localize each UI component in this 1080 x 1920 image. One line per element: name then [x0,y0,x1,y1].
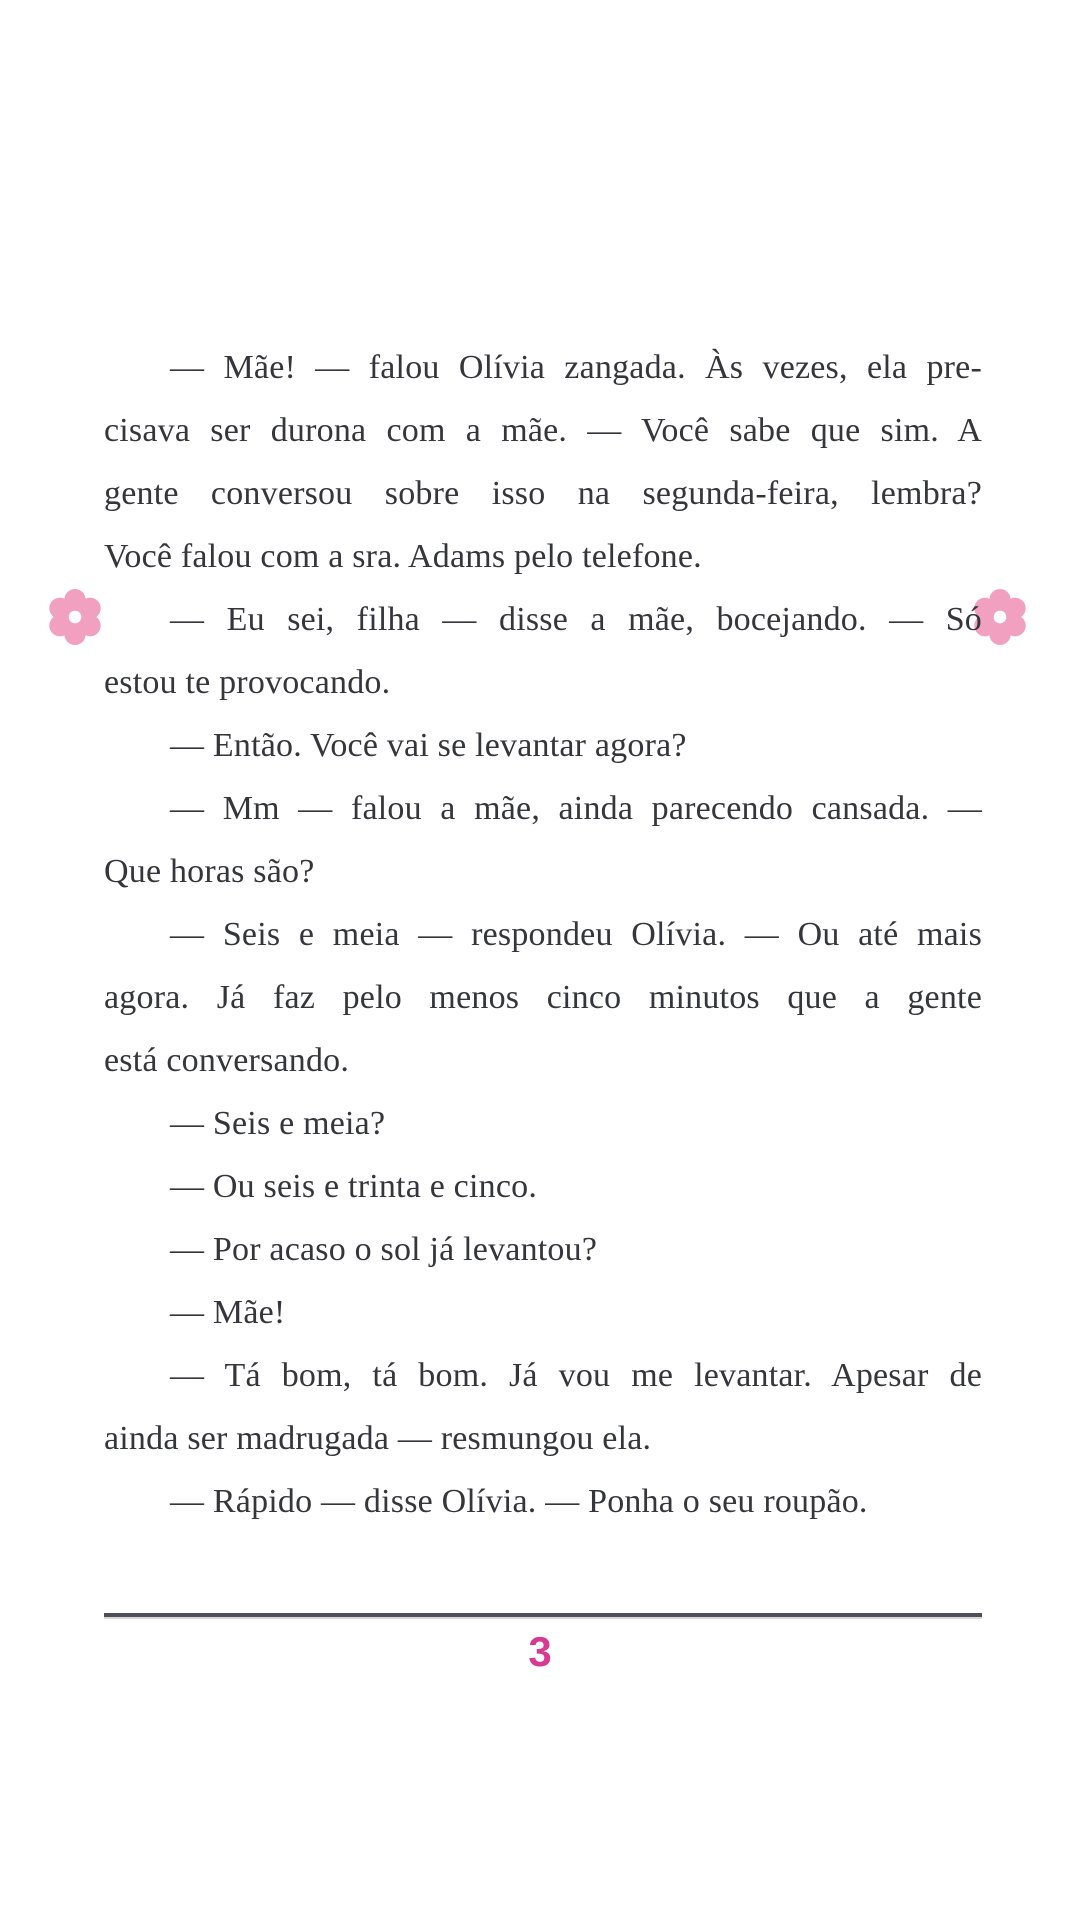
text-line: — Seis e meia — respondeu Olívia. — Ou até mais [170,916,982,953]
text-line: — Eu sei, filha — disse a mãe, bocejando. — Só [170,601,982,638]
page-number: 3 [528,1628,552,1675]
text-line: — Então. Você vai se levantar agora? [170,727,687,764]
text-line: — Mãe! — falou Olívia zangada. Às vezes, ela pre- [170,349,982,386]
text-line: está conversando. [104,1042,350,1079]
text-line: — Por acaso o sol já levantou? [170,1231,598,1268]
text-line: — Tá bom, tá bom. Já vou me levantar. Apesar de [170,1357,982,1394]
text-line: Você falou com a sra. Adams pelo telefone. [104,538,702,575]
text-line: gente conversou sobre isso na segunda-feira, lembra? [104,475,982,512]
text-line: estou te provocando. [104,664,391,701]
text-line: agora. Já faz pelo menos cinco minutos que a gente [104,979,982,1016]
flower-icon [46,588,104,646]
text-line: — Mm — falou a mãe, ainda parecendo cansada. — [170,790,982,827]
text-line: cisava ser durona com a mãe. — Você sabe que sim. A [104,412,982,449]
text-line: — Mãe! [170,1294,286,1331]
body-text [104,336,982,1533]
text-line: — Rápido — disse Olívia. — Ponha o seu roupão. [170,1483,868,1520]
text-line: Que horas são? [104,853,315,890]
footer-divider [104,1613,982,1619]
text-line: — Seis e meia? [170,1105,386,1142]
text-line: — Ou seis e trinta e cinco. [170,1168,538,1205]
text-line: ainda ser madrugada — resmungou ela. [104,1420,652,1457]
